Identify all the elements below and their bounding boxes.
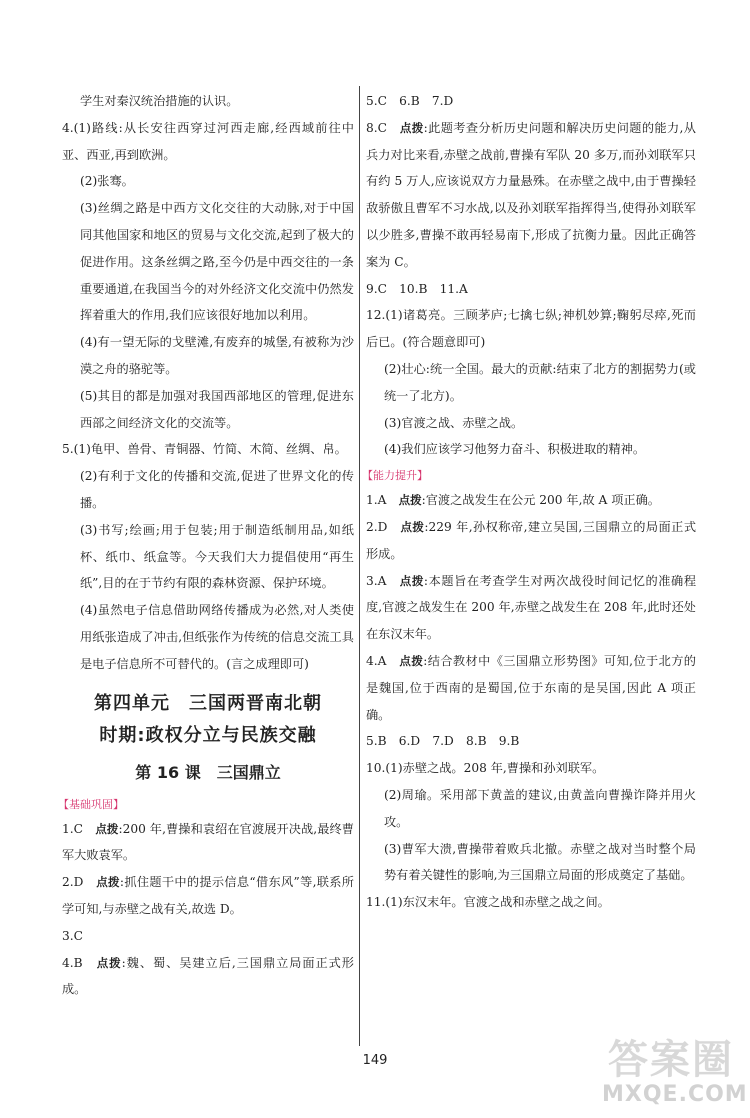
answer-text: :229 年,孙权称帝,建立吴国,三国鼎立的局面正式形成。 [366, 519, 697, 561]
hint-label: 点拨 [399, 653, 424, 668]
answer-number: 2.D [366, 519, 401, 534]
answer-number: 3.A [366, 573, 400, 588]
answer-number: 1.C [62, 821, 96, 836]
answer-line: (2)有利于文化的传播和交流,促进了世界文化的传播。 [80, 469, 354, 510]
unit-title-line-2: 时期:政权分立与民族交融 [99, 724, 317, 746]
answer-line: (2)张骞。 [80, 174, 134, 189]
answer-number: 4.B [62, 955, 97, 970]
answer-line: (3)书写;绘画;用于包装;用于制造纸制用品,如纸杯、纸巾、纸盒等。今天我们大力提倡使用“再生纸”,目的在于节约有限的森林资源、保护环境。 [80, 522, 354, 591]
answer-number: 10.(1)赤壁之战。208 年,曹操和孙刘联军。 [366, 761, 605, 776]
hint-label: 点拨 [398, 493, 422, 508]
answer-item [366, 514, 696, 568]
unit-title-line-1: 第四单元 三国两晋南北朝 [94, 692, 322, 714]
answer-number: 2.D [62, 875, 97, 890]
right-answer-lines [366, 88, 696, 463]
answer-item [366, 755, 696, 782]
answer-line [366, 356, 696, 410]
answer-number: 1.A [366, 493, 399, 508]
watermark-brand: 答案圈 [608, 1037, 734, 1083]
answer-text: :本题旨在考查学生对两次战役时间记忆的准确程度,官渡之战发生在 200 年,赤壁之战发生在 208 年,此时还处在东汉末年。 [366, 573, 697, 642]
page-number: 149 [362, 1053, 388, 1068]
section-tag-basic: 【基础巩固】 [58, 797, 124, 811]
answer-line [366, 115, 696, 276]
answer-item [366, 648, 696, 728]
answer-item [62, 816, 354, 870]
watermark-logo [600, 1028, 748, 1114]
basic-answer-lines [62, 816, 354, 1004]
hint-label: 点拨 [399, 573, 424, 588]
answer-line: (4)有一望无际的戈壁滩,有废弃的城堡,有被称为沙漠之舟的骆驼等。 [80, 335, 354, 376]
answer-line: 5.(1)龟甲、兽骨、青铜器、竹简、木简、丝绸、帛。 [62, 442, 347, 457]
column-divider [359, 86, 360, 1046]
answer-line [366, 276, 696, 303]
left-answer-lines [62, 88, 354, 678]
answer-text: 12.(1)诸葛亮。三顾茅庐;七擒七纵;神机妙算;鞠躬尽瘁,死而后已。(符合题意即可) [366, 308, 696, 350]
watermark-url: MXQE.COM [602, 1082, 748, 1107]
section-tag-ability: 【能力提升】 [362, 469, 428, 483]
left-column [58, 88, 354, 1003]
answer-text: (4)我们应该学习他努力奋斗、积极进取的精神。 [384, 442, 646, 457]
ability-answer-lines [366, 487, 696, 782]
answer-number: 3.C [62, 928, 83, 943]
answer-line [366, 436, 696, 463]
hint-label: 点拨 [399, 120, 424, 135]
answer-text: :结合教材中《三国鼎立形势图》可知,位于北方的是魏国,位于西南的是蜀国,位于东南的是吴国,因此 A 项正确。 [366, 653, 696, 722]
answer-text: :魏、蜀、吴建立后,三国鼎立局面正式形成。 [62, 955, 354, 997]
hint-label: 点拨 [96, 875, 120, 890]
answer-line: (3)丝绸之路是中西方文化交往的大动脉,对于中国同其他国家和地区的贸易与文化交流,起到了极大的促进作用。这条丝绸之路,至今仍是中西交往的一条重要通道,在我国当今的对外经济文化交流中仍然发挥着重大的作用,我们应该很好地加以利用。 [80, 201, 354, 323]
answer-text: (3)官渡之战、赤壁之战。 [384, 415, 524, 430]
answer-text: 8.C [366, 120, 400, 135]
hint-label: 点拨 [400, 519, 425, 534]
answer-line: 4.(1)路线:从长安往西穿过河西走廊,经西域前往中亚、西亚,再到欧洲。 [62, 120, 354, 162]
answer-line [366, 88, 696, 115]
hint-label: 点拨 [95, 821, 119, 836]
answer-line: (3)曹军大溃,曹操带着败兵北撤。赤壁之战对当时整个局势有着关键性的影响,为三国鼎立局面的形成奠定了基础。 [384, 841, 696, 883]
answer-line: 学生对秦汉统治措施的认识。 [80, 94, 239, 108]
hint-label: 点拨 [96, 955, 122, 970]
answer-text: 5.C 6.B 7.D [366, 94, 454, 108]
answer-line: (4)虽然电子信息借助网络传播成为必然,对人类使用纸张造成了冲击,但纸张作为传统的信息交流工具是电子信息所不可替代的。(言之成理即可) [80, 603, 354, 671]
answer-item [366, 487, 696, 514]
answer-explanation: :此题考查分析历史问题和解决历史问题的能力,从兵力对比来看,赤壁之战前,曹操有军队 20 多万,而孙刘联军只有约 5 万人,应该说双方力量悬殊。在赤壁之战中,由于曹操轻敌骄傲且曹军不习水战,以及孙刘联军指挥得当,使得孙刘联军以少胜多,曹操不敢再轻易南下,形成了抗衡力量。因此正确答案为 C。 [366, 120, 696, 269]
answer-item [62, 950, 354, 1004]
answer-item [62, 923, 354, 950]
answer-line [366, 302, 696, 356]
answer-line: 11.(1)东汉末年。官渡之战和赤壁之战之间。 [366, 895, 610, 910]
answer-item [366, 728, 696, 755]
answer-text: :200 年,曹操和袁绍在官渡展开决战,最终曹军大败袁军。 [62, 821, 354, 863]
ability-more-lines [366, 782, 696, 916]
answer-number: 4.A [366, 653, 400, 668]
answer-line [366, 410, 696, 437]
answer-text: :官渡之战发生在公元 200 年,故 A 项正确。 [421, 493, 660, 508]
answer-item [62, 869, 354, 923]
lesson-title: 第 16 课 三国鼎立 [135, 762, 281, 782]
answer-item [366, 568, 696, 648]
answer-text: :抓住题干中的提示信息“借东风”等,联系所学可知,与赤壁之战有关,故选 D。 [62, 875, 354, 916]
right-column [362, 88, 697, 916]
answer-number: 5.B 6.D 7.D 8.B 9.B [366, 734, 520, 749]
answer-text: (2)壮心:统一全国。最大的贡献:结束了北方的割据势力(或统一了北方)。 [384, 361, 696, 403]
answer-line: (2)周瑜。采用部下黄盖的建议,由黄盖向曹操诈降并用火攻。 [384, 787, 696, 829]
answer-line: (5)其目的都是加强对我国西部地区的管理,促进东西部之间经济文化的交流等。 [80, 388, 354, 430]
answer-text: 9.C 10.B 11.A [366, 281, 468, 296]
